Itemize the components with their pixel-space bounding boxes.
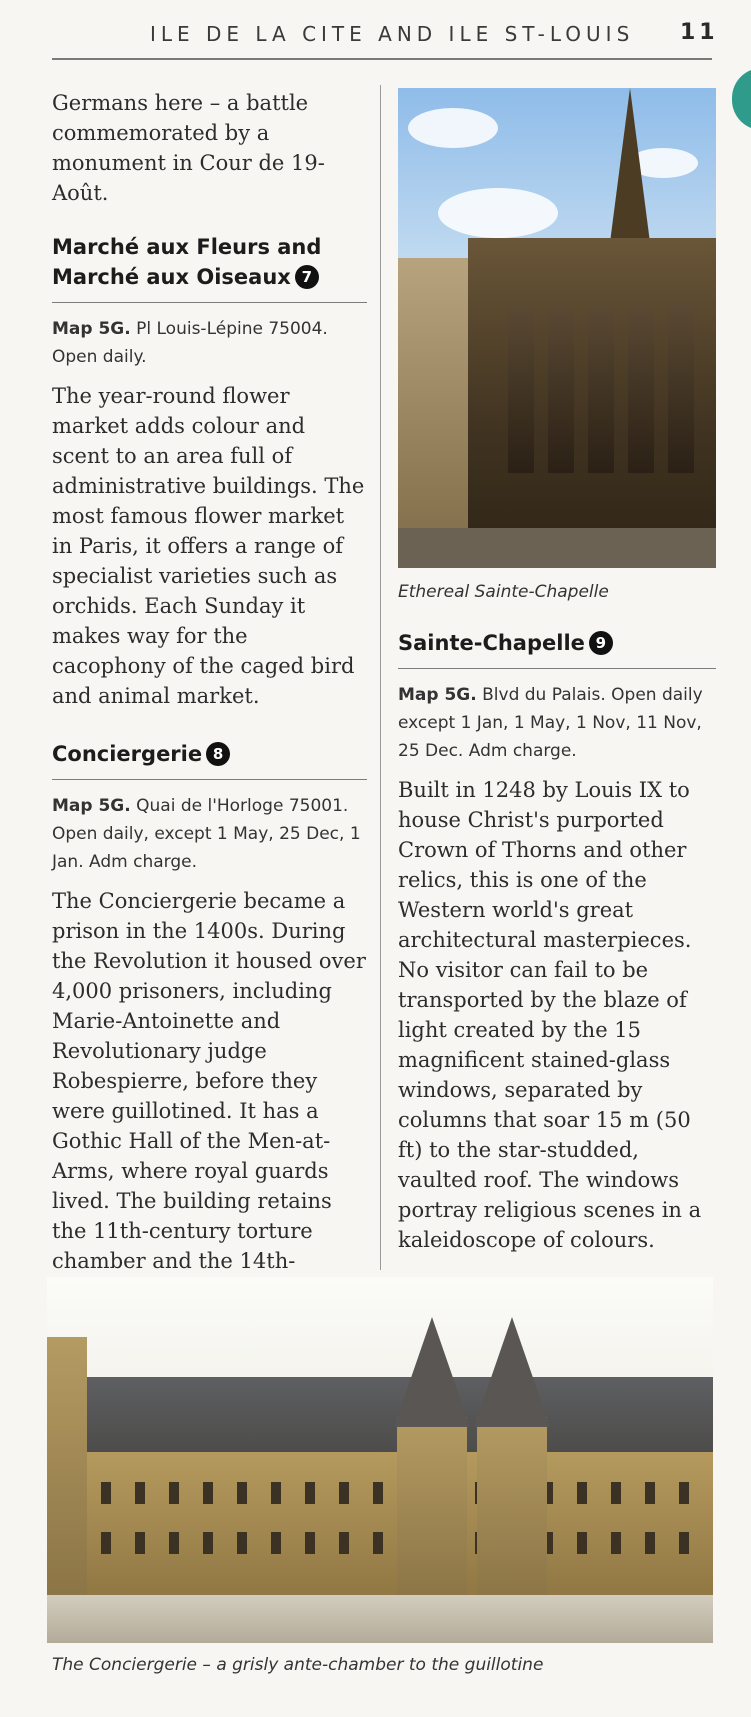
marche-info-text: Pl Louis-Lépine 75004. Open daily. (52, 319, 328, 367)
conciergerie-body: The Conciergerie became a prison in the 1400s. During the Revolution it housed over 4,000 prisoners, including Marie-Antoinette and Revolutionary judge Robespierre, before they were guillotined. It has a Gothic Hall of the Men-at-Arms, where royal guards lived. The building retains the 11th-century torture chamber and the 14th- (52, 889, 366, 1273)
marche-info (52, 315, 367, 371)
chapelle-info-text: Blvd du Palais. Open daily except 1 Jan, 1 May, 1 Nov, 11 Nov, 25 Dec. Adm charge. (398, 685, 703, 761)
conciergerie-heading (52, 739, 367, 769)
page-number: 11 (680, 20, 719, 45)
chapelle-info (398, 681, 716, 765)
conciergerie-title: Conciergerie (52, 742, 203, 766)
running-header: ILE DE LA CITE AND ILE ST-LOUIS (150, 22, 635, 46)
conciergerie-info-text: Quai de l'Horloge 75001. Open daily, except 1 May, 25 Dec, 1 Jan. Adm charge. (52, 796, 361, 872)
chapter-tab (732, 68, 751, 130)
chapelle-number-badge: 9 (589, 631, 613, 655)
marche-title: Marché aux Fleurs and Marché aux Oiseaux (52, 235, 322, 289)
marche-heading (52, 232, 367, 292)
sainte-chapelle-photo (398, 88, 716, 568)
column-divider (380, 85, 381, 1270)
left-column (52, 88, 367, 1306)
chapelle-rule (398, 668, 716, 669)
marche-body: The year-round flower market adds colour and scent to an area full of administrative buildings. The most famous flower market in Paris, it offers a range of specialist varieties such as orchids. Each Sunday it makes way for the cacophony of the caged bird and animal market. (52, 384, 365, 708)
conciergerie-rule (52, 779, 367, 780)
conciergerie-info (52, 792, 367, 876)
conciergerie-map-ref: Map 5G. (52, 796, 131, 816)
conciergerie-photo (47, 1277, 713, 1643)
intro-text: Germans here – a battle commemorated by a monument in Cour de 19-Août. (52, 91, 325, 205)
header-rule (52, 58, 712, 60)
chapelle-title: Sainte-Chapelle (398, 631, 585, 655)
conciergerie-photo-caption: The Conciergerie – a grisly ante-chamber to the guillotine (52, 1655, 544, 1675)
right-column (398, 88, 716, 1255)
chapelle-body: Built in 1248 by Louis IX to house Christ's purported Crown of Thorns and other relics, this is one of the Western world's great architectural masterpieces. No visitor can fail to be transported by the blaze of light created by the 15 magnificent stained-glass windows, separated by columns that soar 15 m (50 ft) to the star-studded, vaulted roof. The windows portray religious scenes in a kaleidoscope of colours. (398, 778, 702, 1252)
marche-map-ref: Map 5G. (52, 319, 131, 339)
chapelle-heading (398, 628, 716, 658)
chapelle-map-ref: Map 5G. (398, 685, 477, 705)
conciergerie-number-badge: 8 (206, 742, 230, 766)
sainte-chapelle-caption: Ethereal Sainte-Chapelle (398, 582, 609, 602)
marche-number-badge: 7 (295, 265, 319, 289)
marche-rule (52, 302, 367, 303)
